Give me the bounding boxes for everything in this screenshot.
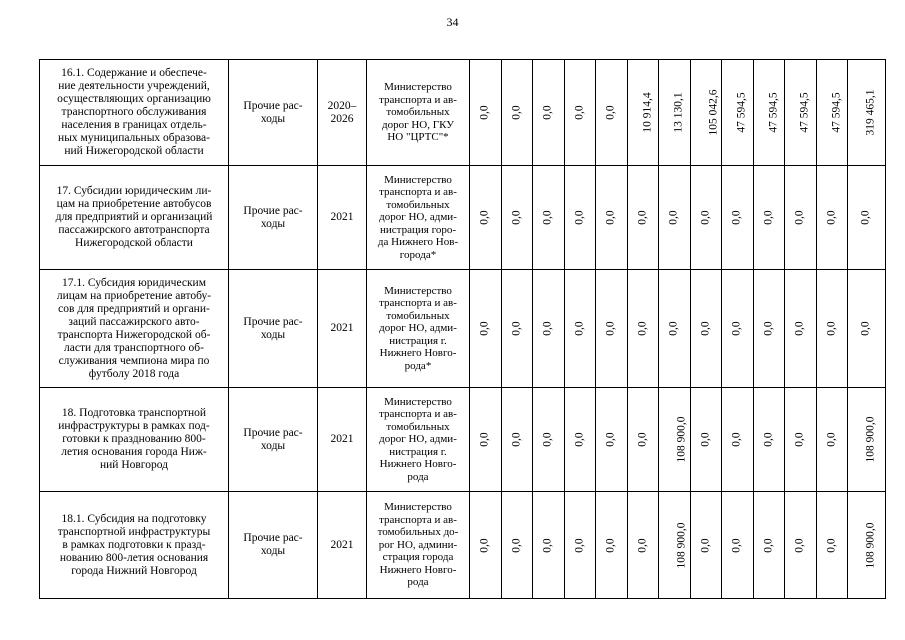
expense-type-cell-text: Прочие рас- ходы [243,532,303,557]
value-text: 0,0 [542,432,554,447]
value-text: 0,0 [860,321,872,336]
total-value-cell [848,60,886,166]
value-text: 108 900,0 [675,522,688,568]
year-value-cell [628,492,659,599]
value-text: 0,0 [542,321,554,336]
period-cell-text: 2021 [330,211,354,223]
year-value-cell [470,270,502,388]
value-text: 0,0 [699,537,712,553]
expense-type-cell [229,166,318,270]
expense-type-cell [229,270,318,388]
value-text: 0,0 [542,537,554,553]
year-value-cell [596,270,628,388]
value-text: 10 914,4 [641,92,654,133]
value-text: 0,0 [573,321,586,336]
year-value-cell [659,60,691,166]
value-text: 0,0 [825,210,838,225]
year-value-cell [470,166,502,270]
value-text: 0,0 [794,321,806,336]
value-text: 108 900,0 [675,416,688,463]
year-value-cell [470,60,502,166]
period-cell-text: 2021 [330,433,354,445]
year-value-cell [596,60,628,166]
year-value-cell [659,270,691,388]
period-cell-text: 2021 [330,322,354,334]
year-value-cell [722,388,754,492]
value-text: 0,0 [731,321,743,336]
year-value-cell [785,492,817,599]
value-text: 0,0 [479,321,491,336]
value-text: 0,0 [762,210,775,225]
value-text: 0,0 [573,537,586,553]
event-name-cell [40,166,229,270]
year-value-cell [722,270,754,388]
value-text: 0,0 [510,321,523,336]
event-name-cell-text: 18. Подготовка транспортной инфраструктуры в рамках под- готовки к празднованию 800- летия основания города Ниж- ний Новгород [58,407,210,471]
responsible-cell [367,60,470,166]
year-value-cell [817,60,848,166]
year-value-cell [470,492,502,599]
table-row [40,270,886,388]
table-row [40,166,886,270]
event-name-cell [40,492,229,599]
expense-type-cell-text: Прочие рас- ходы [243,204,303,230]
value-text: 47 594,5 [798,92,811,133]
value-text: 0,0 [699,210,712,225]
year-value-cell [785,388,817,492]
value-text: 0,0 [825,321,838,336]
period-cell [318,60,367,166]
value-text: 0,0 [636,432,649,447]
year-value-cell [691,388,722,492]
value-text: 108 900,0 [864,522,877,568]
expense-type-cell [229,60,318,166]
value-text: 0,0 [510,432,523,447]
responsible-cell-text: Министерство транспорта и ав- томобильных до- рог НО, админи- страция города Нижнего Новго- рода [377,501,459,589]
value-text: 0,0 [699,432,712,447]
event-name-cell-text: 18.1. Субсидия на подготовку транспортной инфраструктуры в рамках подготовки к празд- нованию 800-летия основания города Нижний Новгород [57,512,211,577]
year-value-cell [628,270,659,388]
value-text: 47 594,5 [735,92,748,133]
year-value-cell [659,492,691,599]
event-name-cell [40,60,229,166]
value-text: 0,0 [731,537,743,553]
period-cell-text: 2021 [330,538,354,551]
total-value-cell [848,492,886,599]
table-row [40,388,886,492]
expense-type-cell-text: Прочие рас- ходы [243,426,303,452]
value-text: 0,0 [510,105,523,120]
value-text: 0,0 [636,210,649,225]
value-text: 319 465,1 [864,89,877,136]
value-text: 0,0 [542,210,554,225]
value-text: 0,0 [731,210,743,225]
value-text: 108 900,0 [864,416,877,463]
value-text: 47 594,5 [830,92,843,133]
responsible-cell-text: Министерство транспорта и ав- томобильных дорог НО, ГКУ НО "ЦРТС"* [379,81,457,144]
expense-type-cell [229,492,318,599]
value-text: 0,0 [699,321,712,336]
value-text: 0,0 [636,537,649,553]
year-value-cell [785,270,817,388]
page-number: 34 [446,15,459,29]
value-text: 0,0 [479,105,491,120]
year-value-cell [565,60,596,166]
year-value-cell [691,492,722,599]
table-row [40,492,886,599]
value-text: 0,0 [762,321,775,336]
responsible-cell [367,388,470,492]
year-value-cell [596,492,628,599]
year-value-cell [533,270,565,388]
year-value-cell [722,492,754,599]
value-text: 0,0 [762,432,775,447]
event-name-cell [40,388,229,492]
year-value-cell [502,492,533,599]
year-value-cell [691,60,722,166]
expense-type-cell-text: Прочие рас- ходы [243,99,303,125]
period-cell [318,270,367,388]
total-value-cell [848,388,886,492]
year-value-cell [628,388,659,492]
year-value-cell [722,60,754,166]
year-value-cell [722,166,754,270]
value-text: 0,0 [605,105,617,120]
value-text: 0,0 [573,210,586,225]
value-text: 0,0 [794,210,806,225]
year-value-cell [754,270,785,388]
year-value-cell [565,388,596,492]
responsible-cell [367,166,470,270]
year-value-cell [565,166,596,270]
year-value-cell [533,166,565,270]
year-value-cell [470,388,502,492]
year-value-cell [596,166,628,270]
event-name-cell-text: 16.1. Содержание и обеспече- ние деятельности учреждений, осуществляющих организацию транспортного обслуживания населения в границах отдель- ных муниципальных образова- ний Нижегородской области [57,67,211,157]
event-name-cell-text: 17.1. Субсидия юридическим лицам на приобретение автобу- сов для предприятий и органи- заций пассажирского авто- транспорта Нижегородской об- ласти для транспортного об- служивания чемпиона мира по футболу 2018 года [56,276,212,380]
year-value-cell [502,60,533,166]
value-text: 0,0 [510,210,523,225]
year-value-cell [659,388,691,492]
value-text: 0,0 [573,105,586,120]
year-value-cell [785,60,817,166]
value-text: 0,0 [510,537,523,553]
value-text: 0,0 [605,321,617,336]
value-text: 0,0 [731,432,743,447]
period-cell [318,388,367,492]
year-value-cell [502,388,533,492]
year-value-cell [754,388,785,492]
year-value-cell [817,270,848,388]
value-text: 0,0 [479,537,491,553]
budget-table [39,59,886,599]
value-text: 47 594,5 [767,92,780,133]
value-text: 0,0 [479,210,491,225]
value-text: 0,0 [542,105,554,120]
total-value-cell [848,166,886,270]
responsible-cell-text: Министерство транспорта и ав- томобильных дорог НО, адми- нистрация г. Нижнего Новго- рода* [379,284,457,372]
responsible-cell [367,270,470,388]
period-cell [318,166,367,270]
period-cell [318,492,367,599]
value-text: 0,0 [825,537,838,553]
event-name-cell [40,270,229,388]
year-value-cell [817,492,848,599]
total-value-cell [848,270,886,388]
value-text: 0,0 [794,537,806,553]
value-text: 0,0 [479,432,491,447]
table-body [40,60,886,599]
value-text: 0,0 [605,537,617,553]
year-value-cell [533,60,565,166]
year-value-cell [628,166,659,270]
year-value-cell [565,270,596,388]
value-text: 0,0 [762,537,775,553]
year-value-cell [754,60,785,166]
year-value-cell [502,166,533,270]
table-row [40,60,886,166]
year-value-cell [533,388,565,492]
year-value-cell [785,166,817,270]
value-text: 0,0 [605,432,617,447]
expense-type-cell-text: Прочие рас- ходы [243,315,303,341]
value-text: 105 042,6 [707,89,720,136]
responsible-cell-text: Министерство транспорта и ав- томобильных дорог НО, адми- нистрация г. Нижнего Новго- рода [379,395,457,483]
value-text: 0,0 [668,321,680,336]
event-name-cell-text: 17. Субсидии юридическим ли- цам на приобретение автобусов для предприятий и организаций пассажирского автотранспорта Нижегородской области [55,185,213,249]
period-cell-text: 2020– 2026 [327,99,357,125]
value-text: 0,0 [605,210,617,225]
value-text: 0,0 [573,432,586,447]
expense-type-cell [229,388,318,492]
value-text: 0,0 [825,432,838,447]
value-text: 0,0 [794,432,806,447]
year-value-cell [502,270,533,388]
year-value-cell [817,388,848,492]
year-value-cell [691,166,722,270]
year-value-cell [628,60,659,166]
year-value-cell [691,270,722,388]
responsible-cell-text: Министерство транспорта и ав- томобильных дорог НО, адми- нистрация горо- да Нижнего Нов- города* [377,173,459,261]
year-value-cell [596,388,628,492]
responsible-cell [367,492,470,599]
year-value-cell [565,492,596,599]
year-value-cell [817,166,848,270]
year-value-cell [754,166,785,270]
year-value-cell [754,492,785,599]
value-text: 0,0 [636,321,649,336]
value-text: 0,0 [860,210,872,225]
year-value-cell [533,492,565,599]
value-text: 0,0 [668,210,680,225]
value-text: 13 130,1 [672,92,685,133]
year-value-cell [659,166,691,270]
